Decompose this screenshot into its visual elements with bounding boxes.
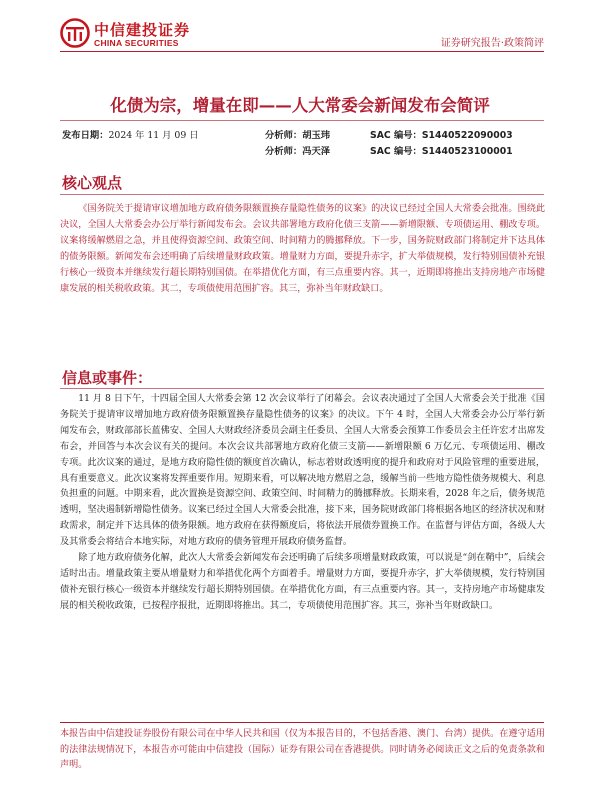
key-points-divider: [60, 194, 544, 195]
sac-number-2: SAC 编号：S1440523100001: [370, 146, 513, 157]
publish-date: 发布日期：2024 年 11 月 09 日: [62, 130, 199, 141]
events-divider: [60, 388, 544, 389]
logo-mark-icon: [60, 18, 90, 48]
sac-number-1: SAC 编号：S1440522090003: [370, 130, 513, 141]
key-points-paragraph: 《国务院关于提请审议增加地方政府债务限额置换存量隐性债务的议案》的决议已经过全国人大常委会批准。围绕此决议，全国人大常委会办公厅举行新闻发布会。会议共部署地方政府化债三支箭——新增限额、专项债运用、棚改专项。议案将缓解燃眉之急，并且使得资源空间、政策空间、时间精力的腾挪释放。下一步，国务院财政部门将制定并下达具体的债务限额。新闻发布会还明确了后续增量财政政策。增量财力方面，要提升赤字，扩大举债规模，发行特别国债补充银行核心一级资本并继续发行超长期特别国债。在举措优化方面，有三点重要内容。其一，近期即将推出支持房地产市场健康发展的相关税收政策。其二，专项债使用范围扩容。其三，弥补当年财政缺口。: [60, 204, 545, 294]
analyst-2: 分析师：冯天泽: [265, 146, 331, 157]
logo-english-name: CHINA SECURITIES: [94, 38, 179, 48]
title-divider: [60, 120, 544, 121]
events-paragraph-1: 11 月 8 日下午，十四届全国人大常委会第 12 次会议举行了闭幕会。会议表决通过了全国人大常委会关于批准《国务院关于提请审议增加地方政府债务限额置换存量隐性债务的议案》的决议。下午 4 时，全国人大常委会办公厅举行新闻发布会，财政部部长蓝佛安、全国人大财政经济委员会副主任委员、全国人大常委会预算工作委员会主任许宏才出席发布会，并回答与本次会议有关的提问。本次会议共部署地方政府化债三支箭——新增限额 6 万亿元、专项债运用、棚改专项。此次议案的通过，是地方政府隐性债的额度首次确认，标志着财政透明度的提升和政府对于风险管理的重要进展，具有重要意义。此次议案将发挥重要作用。短期来看，可以解决地方燃眉之急，缓解当前一些地方隐性债务规模大、利息负担重的问题。中期来看，此次置换是资源空间、政策空间、时间精力的腾挪释放。长期来看，2028 年之后，债务规范透明，坚决遏制新增隐性债务。议案已经过全国人大常委会批准，接下来，国务院财政部门将根据各地区的经济状况和财政需求，制定并下达具体的债务限额。地方政府在获得额度后，将依法开展债券置换工作。在监督与评估方面，各级人大及其常委会将结合本地实际，对地方政府的债务管理开展政府债务监督。: [60, 394, 545, 548]
analyst-1: 分析师：胡玉玮: [265, 130, 331, 141]
page-title: 化债为宗，增量在即——人大常委会新闻发布会简评: [110, 96, 490, 115]
key-points-text: [60, 202, 545, 297]
report-category: 证券研究报告·政策简评: [440, 38, 544, 49]
company-logo: [60, 18, 210, 54]
events-text: [60, 392, 545, 615]
events-heading: 信息或事件：: [62, 369, 153, 387]
events-paragraph-2: 除了地方政府债务化解，此次人大常委会新闻发布会还明确了后续多项增量财政政策，可以说是“剑在鞘中”，后续会适时出击。增量政策主要从增量财力和举措优化两个方面着手。增量财力方面，要提升赤字，扩大举债规模，发行特别国债补充银行核心一级资本并继续发行超长期特别国债。在举措优化方面，有三点重要内容。其一，支持房地产市场健康发展的相关税收政策，已按程序报批，近期即将推出。其二，专项债使用范围扩容。其三，弥补当年财政缺口。: [60, 553, 545, 611]
logo-chinese-name: 中信建投证券: [94, 21, 191, 39]
footer-divider: [60, 722, 544, 723]
disclaimer: 本报告由中信建投证券股份有限公司在中华人民共和国（仅为本报告目的，不包括香港、澳门、台湾）提供。在遵守适用的法律法规情况下，本报告亦可能由中信建投（国际）证券有限公司在香港提供。同时请务必阅读正文之后的免责条款和声明。: [60, 729, 545, 770]
key-points-heading: 核心观点: [62, 174, 123, 192]
header-divider: [60, 51, 544, 52]
